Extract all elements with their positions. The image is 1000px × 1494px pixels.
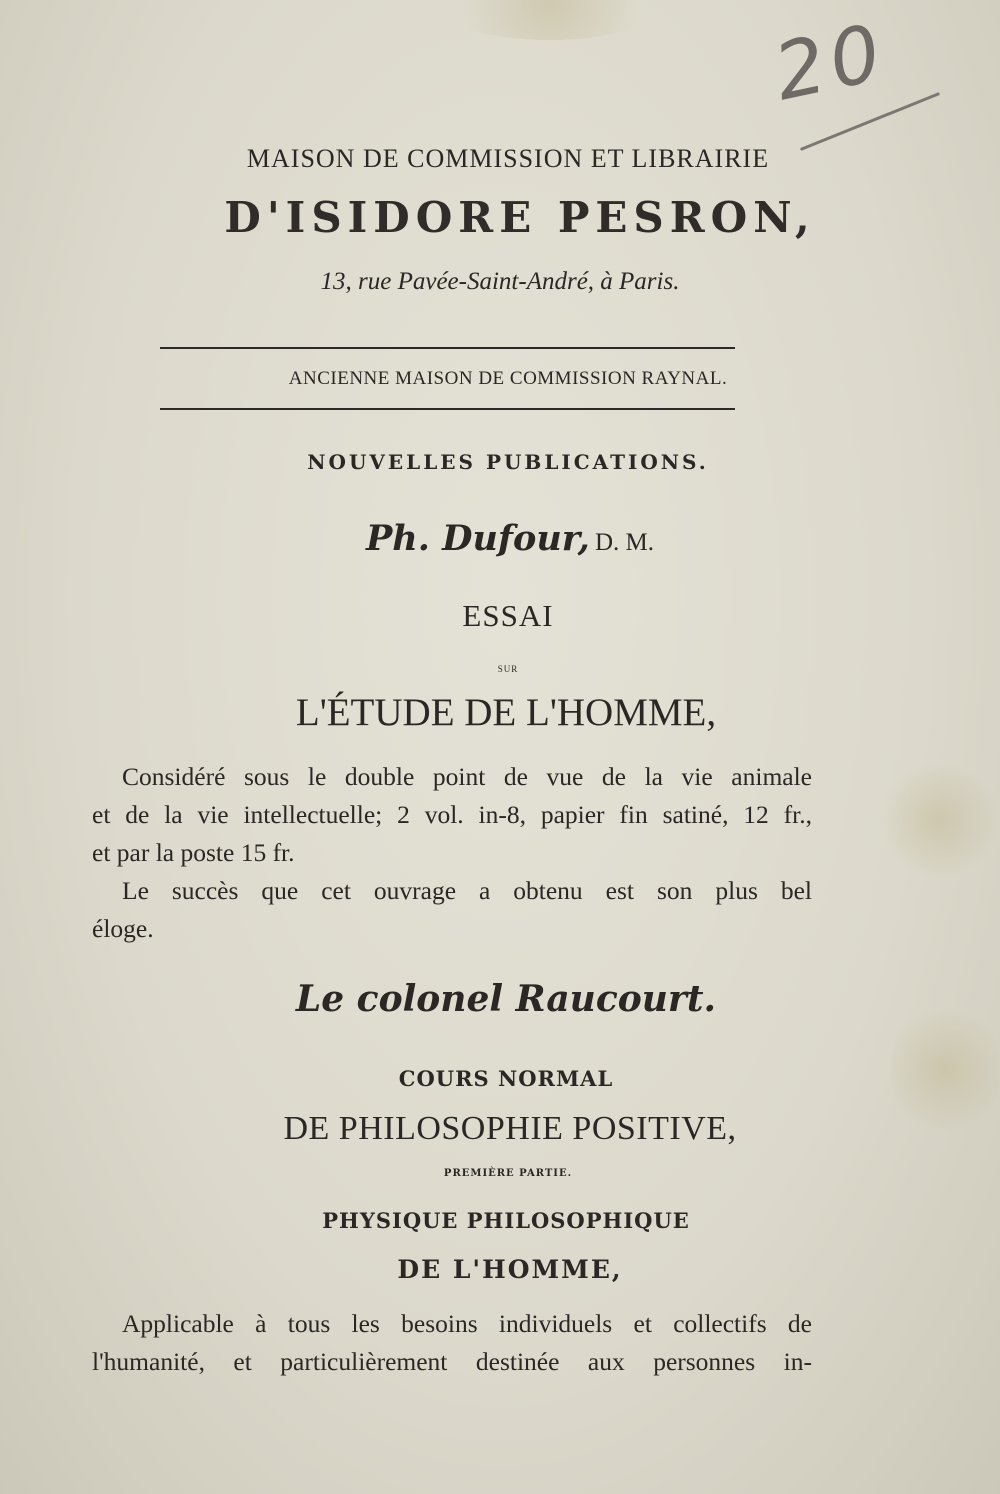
book2-part: PREMIÈRE PARTIE. [443, 1168, 573, 1179]
book1-praise-line: éloge. [92, 914, 154, 943]
book2-title-homme: DE L'HOMME, [397, 1255, 623, 1284]
book1-praise-line: Le succès que cet ouvrage a obtenu est son plus bel [122, 876, 812, 905]
book1-author [0, 518, 1000, 559]
book1-desc-line: et de la vie intellectuelle; 2 vol. in-8, papier fin satiné, 12 fr., [92, 800, 812, 829]
book2-description [92, 1305, 812, 1381]
book1-desc-line: Considéré sous le double point de vue de la vie animale [122, 762, 812, 791]
book2-title-physique: PHYSIQUE PHILOSOPHIQUE [322, 1208, 690, 1233]
publisher-name: D'ISIDORE PESRON, [224, 193, 816, 242]
book1-author-name: Ph. Dufour, [365, 518, 590, 559]
book2-title-cours: COURS NORMAL [398, 1066, 614, 1091]
book1-title-main: L'ÉTUDE DE L'HOMME, [295, 691, 717, 734]
book2-author: Le colonel Raucourt. [295, 978, 717, 1020]
publisher-line: MAISON DE COMMISSION ET LIBRAIRIE [246, 144, 770, 173]
foxing-stain [430, 0, 670, 40]
pencil-mark: 20 [766, 7, 895, 119]
book1-desc-line: et par la poste 15 fr. [92, 838, 295, 867]
divider-top [160, 347, 735, 349]
book2-desc-line: l'humanité, et particulièrement destinée aux personnes in- [92, 1347, 812, 1376]
foxing-stain [880, 760, 1000, 880]
former-house: ANCIENNE MAISON DE COMMISSION RAYNAL. [288, 368, 728, 389]
book1-author-suffix: D. M. [594, 529, 654, 556]
divider-bottom [160, 408, 735, 410]
book1-description [92, 758, 812, 948]
publisher-address: 13, rue Pavée-Saint-André, à Paris. [320, 268, 680, 295]
section-title: NOUVELLES PUBLICATIONS. [307, 450, 709, 474]
book1-title-essai: ESSAI [462, 598, 554, 633]
book2-title-main: DE PHILOSOPHIE POSITIVE, [283, 1110, 737, 1147]
book1-title-sur: SUR [497, 664, 519, 674]
book2-desc-line: Applicable à tous les besoins individuels et collectifs de [122, 1309, 812, 1338]
